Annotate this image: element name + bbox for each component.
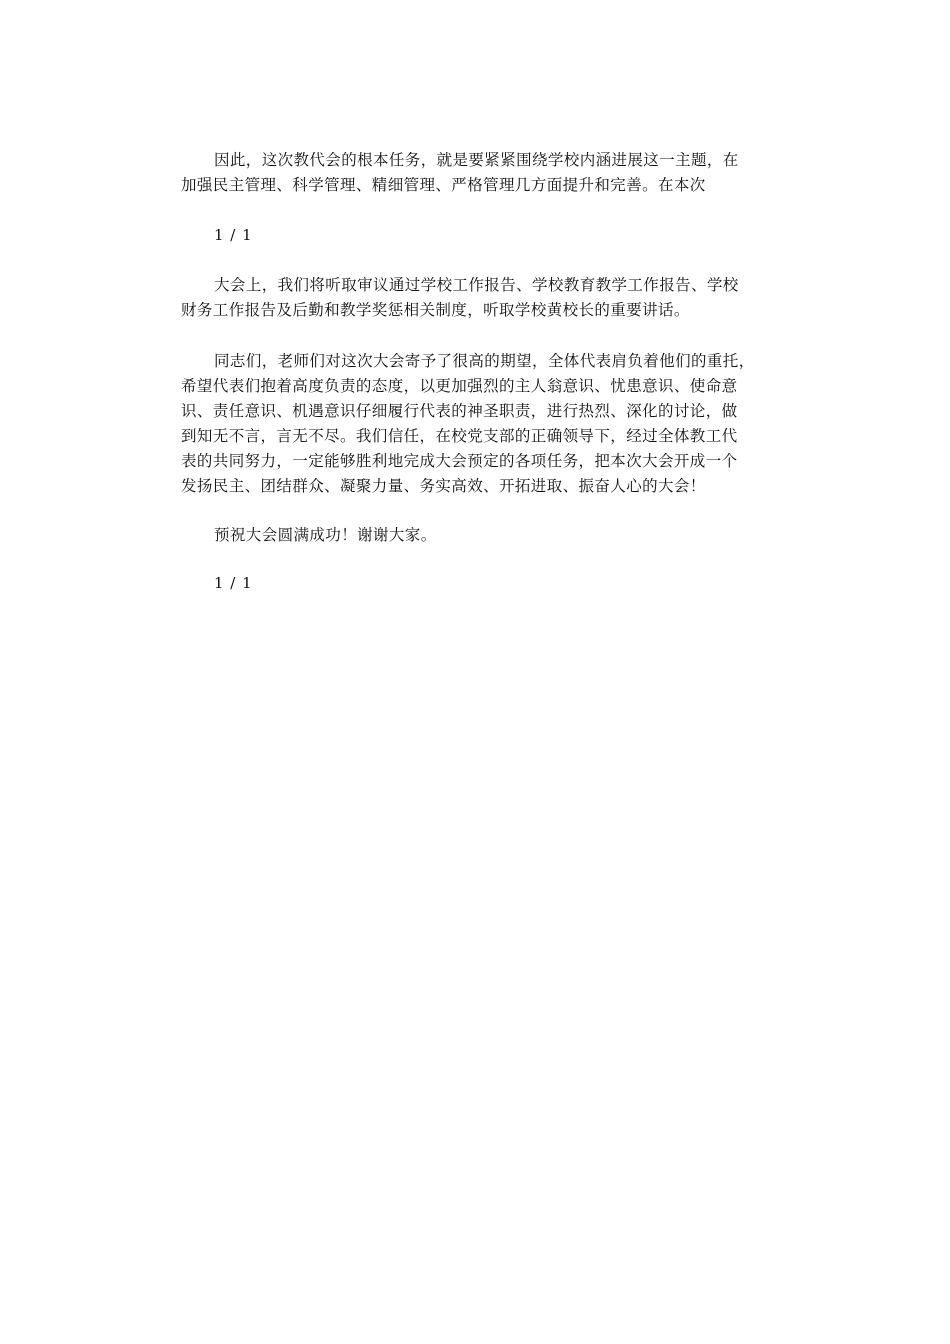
paragraph-line: 因此，这次教代会的根本任务，就是要紧紧围绕学校内涵进展这一主题，在	[214, 151, 739, 169]
paragraph-2	[181, 273, 773, 323]
paragraph-line: 希望代表们抱着高度负责的态度，以更加强烈的主人翁意识、忧患意识、使命意	[181, 377, 738, 395]
paragraph-line: 预祝大会圆满成功！谢谢大家。	[214, 526, 437, 544]
paragraph-line: 识、责任意识、机遇意识仔细履行代表的神圣职责，进行热烈、深化的讨论，做	[181, 402, 738, 420]
paragraph-line: 表的共同努力，一定能够胜利地完成大会预定的各项任务，把本次大会开成一个	[181, 452, 738, 470]
page-number: 1 / 1	[214, 226, 253, 244]
paragraph-line: 到知无不言，言无不尽。我们信任，在校党支部的正确领导下，经过全体教工代	[181, 427, 738, 445]
paragraph-4	[181, 523, 773, 548]
paragraph-line: 大会上，我们将听取审议通过学校工作报告、学校教育教学工作报告、学校	[214, 276, 739, 294]
paragraph-line: 发扬民主、团结群众、凝聚力量、务实高效、开拓进取、振奋人心的大会！	[181, 477, 706, 495]
paragraph-line: 加强民主管理、科学管理、精细管理、严格管理几方面提升和完善。在本次	[181, 176, 706, 194]
page-number: 1 / 1	[214, 574, 253, 592]
paragraph-1	[181, 148, 773, 198]
paragraph-line: 同志们，老师们对这次大会寄予了很高的期望，全体代表肩负着他们的重托，	[214, 352, 755, 370]
paragraph-3	[181, 349, 773, 499]
paragraph-line: 财务工作报告及后勤和教学奖惩相关制度，听取学校黄校长的重要讲话。	[181, 301, 690, 319]
